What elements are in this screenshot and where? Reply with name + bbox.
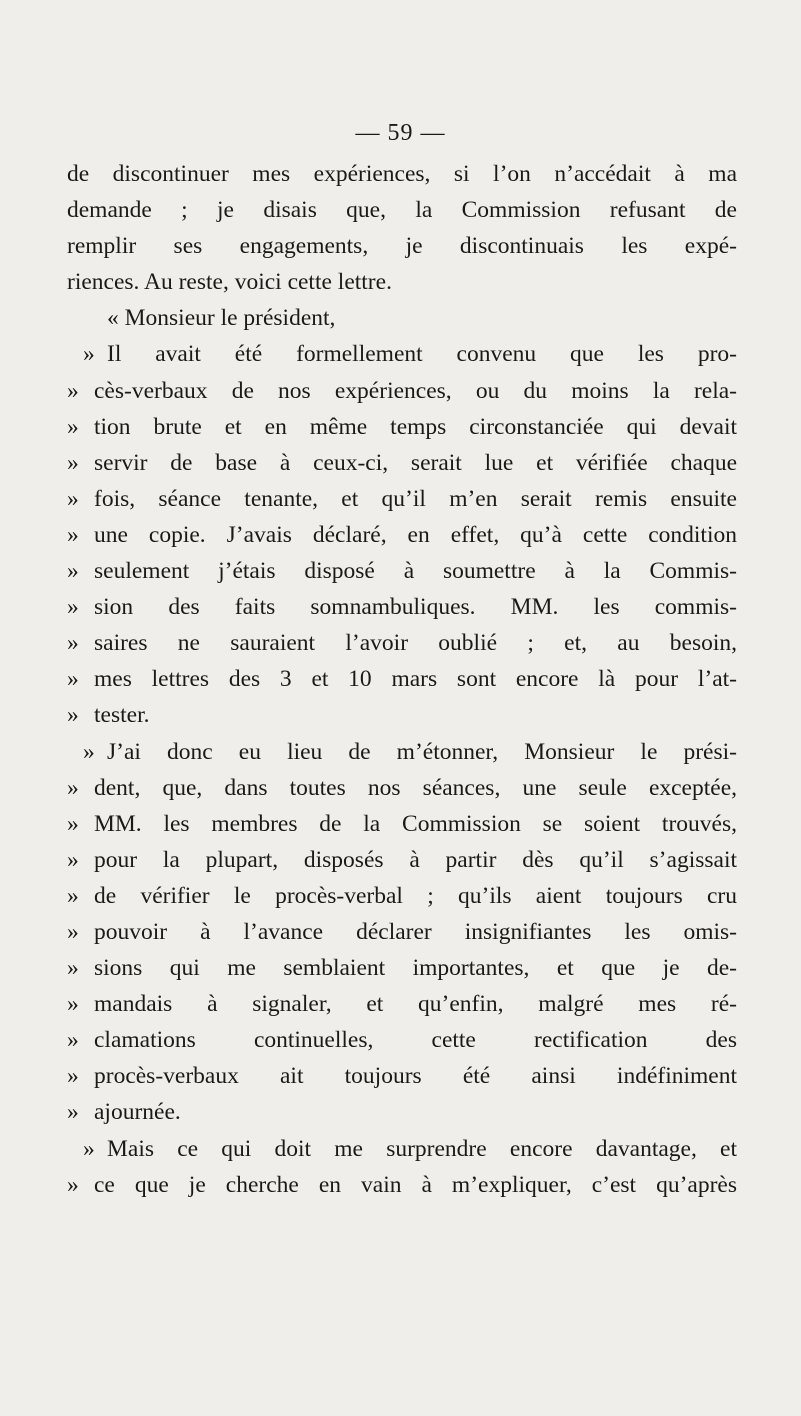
quote-mark: » bbox=[67, 1027, 79, 1054]
quoted-text: dent, que, dans toutes nos séances, une seule exceptée, bbox=[94, 774, 737, 801]
quoted-text: sions qui me semblaient importantes, et que je de- bbox=[94, 955, 737, 982]
page-number: — 59 — bbox=[355, 120, 446, 146]
quoted-line bbox=[67, 878, 737, 914]
quoted-text: procès-verbaux ait toujours été ainsi indéfiniment bbox=[94, 1063, 737, 1090]
text-line: riences. Au reste, voici cette lettre. bbox=[67, 269, 392, 296]
quote-mark: » bbox=[67, 666, 79, 693]
quoted-line bbox=[67, 481, 737, 517]
quoted-line bbox=[67, 373, 737, 409]
quote-mark: » bbox=[67, 882, 79, 909]
quote-mark: » bbox=[67, 1063, 79, 1090]
quoted-text: saires ne sauraient l’avoir oublié ; et, au besoin, bbox=[94, 630, 737, 657]
quote-mark: » bbox=[67, 449, 79, 476]
quoted-text: fois, séance tenante, et qu’il m’en serait remis ensuite bbox=[94, 485, 737, 512]
quoted-line bbox=[67, 1131, 737, 1167]
quoted-text: Mais ce qui doit me surprendre encore davantage, et bbox=[107, 1135, 737, 1162]
quote-mark: » bbox=[67, 774, 79, 801]
quote-mark: » bbox=[67, 377, 79, 404]
quoted-text: mes lettres des 3 et 10 mars sont encore là pour l’at- bbox=[94, 666, 737, 693]
quote-mark: » bbox=[67, 810, 79, 837]
quoted-text: seulement j’étais disposé à soumettre à la Commis- bbox=[94, 558, 737, 585]
quoted-line bbox=[67, 806, 737, 842]
quoted-text: sion des faits somnambuliques. MM. les commis- bbox=[94, 594, 737, 621]
quoted-line bbox=[67, 986, 737, 1022]
quoted-line bbox=[67, 1167, 737, 1203]
quoted-line bbox=[67, 914, 737, 950]
quoted-text: cès-verbaux de nos expériences, ou du moins la rela- bbox=[94, 377, 737, 404]
quoted-text: pour la plupart, disposés à partir dès qu’il s’agissait bbox=[94, 846, 737, 873]
quoted-line bbox=[67, 950, 737, 986]
quoted-line bbox=[67, 842, 737, 878]
quoted-line bbox=[67, 734, 737, 770]
quoted-line bbox=[67, 1058, 737, 1094]
quoted-text: ajournée. bbox=[94, 1099, 181, 1126]
quote-mark: » bbox=[67, 485, 79, 512]
quote-mark: » bbox=[67, 630, 79, 657]
quoted-line bbox=[67, 589, 737, 625]
quoted-line bbox=[67, 445, 737, 481]
quoted-text: tester. bbox=[94, 702, 150, 729]
quoted-text: une copie. J’avais déclaré, en effet, qu’à cette condition bbox=[94, 521, 737, 548]
quoted-line bbox=[67, 553, 737, 589]
quoted-line bbox=[67, 625, 737, 661]
text-line: demande ; je disais que, la Commission refusant de bbox=[67, 197, 737, 224]
quote-mark: » bbox=[83, 341, 95, 368]
quote-mark: » bbox=[67, 702, 79, 729]
body-text bbox=[67, 156, 737, 1203]
quote-mark: » bbox=[67, 846, 79, 873]
text-line: de discontinuer mes expériences, si l’on n’accédait à ma bbox=[67, 161, 737, 187]
quote-mark: » bbox=[83, 1135, 95, 1162]
quoted-text: Il avait été formellement convenu que les pro- bbox=[107, 341, 737, 368]
quote-mark: » bbox=[67, 1099, 79, 1126]
quoted-line bbox=[67, 336, 737, 372]
quote-mark: » bbox=[67, 1171, 79, 1198]
quoted-line bbox=[67, 409, 737, 445]
text-line: remplir ses engagements, je discontinuais les expé- bbox=[67, 233, 737, 260]
quoted-text: tion brute et en même temps circonstanciée qui devait bbox=[94, 413, 737, 440]
quoted-line bbox=[67, 770, 737, 806]
quote-mark: » bbox=[67, 955, 79, 982]
quote-mark: » bbox=[83, 738, 95, 765]
quoted-text: clamations continuelles, cette rectification des bbox=[94, 1027, 737, 1054]
quoted-text: J’ai donc eu lieu de m’étonner, Monsieur le prési- bbox=[107, 738, 737, 765]
quoted-line bbox=[67, 1094, 737, 1130]
letter-salutation: « Monsieur le président, bbox=[107, 305, 336, 332]
quoted-line bbox=[67, 697, 737, 733]
quoted-text: ce que je cherche en vain à m’expliquer, c’est qu’après bbox=[94, 1171, 737, 1198]
quote-mark: » bbox=[67, 991, 79, 1018]
quoted-text: mandais à signaler, et qu’enfin, malgré mes ré- bbox=[94, 991, 737, 1018]
quoted-text: pouvoir à l’avance déclarer insignifiantes les omis- bbox=[94, 918, 737, 945]
quote-mark: » bbox=[67, 558, 79, 585]
quote-mark: » bbox=[67, 521, 79, 548]
quoted-line bbox=[67, 1022, 737, 1058]
quoted-text: de vérifier le procès-verbal ; qu’ils aient toujours cru bbox=[94, 882, 737, 909]
quoted-text: MM. les membres de la Commission se soient trouvés, bbox=[94, 810, 737, 837]
quote-mark: » bbox=[67, 918, 79, 945]
quote-mark: » bbox=[67, 413, 79, 440]
quoted-text: servir de base à ceux-ci, serait lue et vérifiée chaque bbox=[94, 449, 737, 476]
quoted-line bbox=[67, 661, 737, 697]
quoted-line bbox=[67, 517, 737, 553]
quote-mark: » bbox=[67, 594, 79, 621]
